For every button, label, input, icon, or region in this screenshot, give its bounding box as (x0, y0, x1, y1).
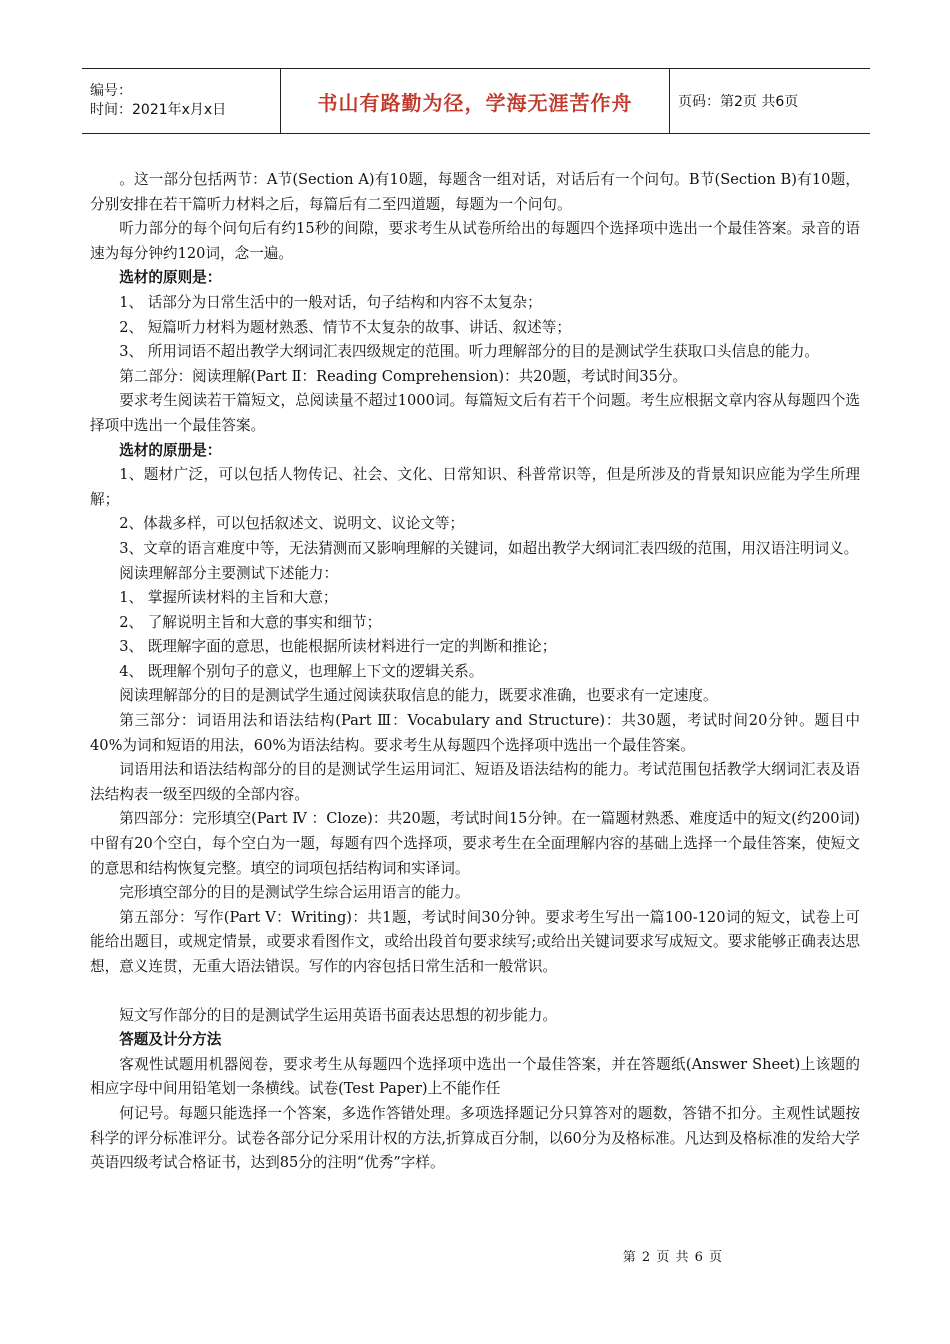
document-body (90, 168, 860, 1176)
list-item: 1、 掌握所读材料的主旨和大意； (119, 589, 338, 607)
list-item: 3、 所用词语不超出教学大纲词汇表四级规定的范围。听力理解部分的目的是测试学生获取口头信息的能力。 (119, 343, 820, 361)
heading-text: 选材的原则是： (119, 269, 222, 287)
heading-text: 答题及计分方法 (119, 1031, 222, 1049)
paragraph: 第四部分：完形填空(Part Ⅳ ：Cloze)：共20题，考试时间15分钟。在一篇题材熟悉、难度适中的短文(约200词)中留有20个空白，每个空白为一题，每题有四个选择项，要求考生在全面理解内容的基础上选择一个最佳答案，使短文的意思和结构恢复完整。填空的词项包括结构词和实译词。 (90, 810, 860, 877)
list-item: 2、体裁多样，可以包括叙述文、说明文、议论文等； (119, 515, 465, 533)
header-date: 时间：2021年x月x日 (90, 102, 227, 118)
paragraph: 要求考生阅读若干篇短文，总阅读量不超过1000词。每篇短文后有若干个问题。考生应根据文章内容从每题四个选择项中选出一个最佳答案。 (90, 392, 860, 434)
paragraph: 阅读理解部分的目的是测试学生通过阅读获取信息的能力，既要求准确，也要求有一定速度。 (119, 687, 718, 705)
header-page-number: 页码：第2页 共6页 (670, 69, 871, 134)
paragraph: 第二部分：阅读理解(Part Ⅱ：Reading Comprehension)：共20题，考试时间35分。 (119, 367, 688, 385)
paragraph: 词语用法和语法结构部分的目的是测试学生运用词汇、短语及语法结构的能力。考试范围包括教学大纲词汇表及语法结构表一级至四级的全部内容。 (90, 761, 860, 803)
paragraph: 客观性试题用机器阅卷，要求考生从每题四个选择项中选出一个最佳答案，并在答题纸(Answer Sheet)上该题的相应字母中间用铅笔划一条横线。试卷(Test Paper)上不能作任 (90, 1055, 860, 1098)
page-header (82, 68, 870, 134)
section-heading (90, 439, 860, 464)
header-motto: 书山有路勤为径，学海无涯苦作舟 (317, 90, 633, 115)
list-item: 1、 话部分为日常生活中的一般对话，句子结构和内容不太复杂； (119, 293, 542, 311)
list-item: 2、 了解说明主旨和大意的事实和细节； (119, 613, 382, 631)
paragraph: 。这一部分包括两节：A节(Section A)有10题，每题含一组对话，对话后有一个问句。B节(Section B)有10题，分别安排在若干篇听力材料之后，每篇后有二至四道题，每题为一个问句。 (90, 171, 860, 213)
header-motto-cell (281, 69, 670, 134)
list-item: 3、文章的语言难度中等，无法猜测而又影响理解的关键词，如超出教学大纲词汇表四级的范围，用汉语注明词义。 (119, 539, 859, 557)
paragraph: 第五部分：写作(Part Ⅴ：Writing)：共1题，考试时间30分钟。要求考生写出一篇100-120词的短文，试卷上可能给出题目，或规定情景，或要求看图作文，或给出段首句要求续写;或给出关键词要求写成短文。要求能够正确表达思想，意义连贯，无重大语法错误。写作的内容包括日常生活和一般常识。 (90, 908, 860, 975)
list-item: 1、题材广泛，可以包括人物传记、社会、文化、日常知识、科普常识等，但是所涉及的背景知识应能为学生所理解； (90, 466, 860, 508)
page-footer: 第 2 页 共 6 页 (622, 1250, 722, 1265)
section-heading (90, 1028, 860, 1053)
list-item: 4、 既理解个别句子的意义，也理解上下文的逻辑关系。 (119, 662, 484, 680)
paragraph: 完形填空部分的目的是测试学生综合运用语言的能力。 (119, 884, 470, 902)
paragraph: 何记号。每题只能选择一个答案，多选作答错处理。多项选择题记分只算答对的题数，答错不扣分。主观性试题按科学的评分标准评分。试卷各部分记分采用计权的方法,折算成百分制，以60分为及格标准。凡达到及格标准的发给大学英语四级考试合格证书，达到85分的注明“优秀”字样。 (90, 1104, 860, 1172)
heading-text: 选材的原册是： (119, 441, 222, 459)
header-number: 编号： (90, 83, 132, 99)
paragraph: 第三部分：词语用法和语法结构(Part Ⅲ：Vocabulary and Structure)：共30题，考试时间20分钟。题目中40%为词和短语的用法，60%为语法结构。要求考生从每题四个选择项中选出一个最佳答案。 (90, 712, 860, 754)
list-item: 3、 既理解字面的意思，也能根据所读材料进行一定的判断和推论； (119, 638, 557, 656)
list-item: 2、 短篇听力材料为题材熟悉、情节不太复杂的故事、讲话、叙述等； (119, 318, 571, 336)
section-heading (90, 266, 860, 291)
paragraph: 短文写作部分的目的是测试学生运用英语书面表达思想的初步能力。 (119, 1006, 558, 1024)
paragraph: 阅读理解部分主要测试下述能力： (119, 564, 339, 582)
paragraph: 听力部分的每个问句后有约15秒的间隙，要求考生从试卷所给出的每题四个选择项中选出一个最佳答案。录音的语速为每分钟约120词，念一遍。 (90, 220, 860, 262)
header-meta (82, 69, 281, 134)
